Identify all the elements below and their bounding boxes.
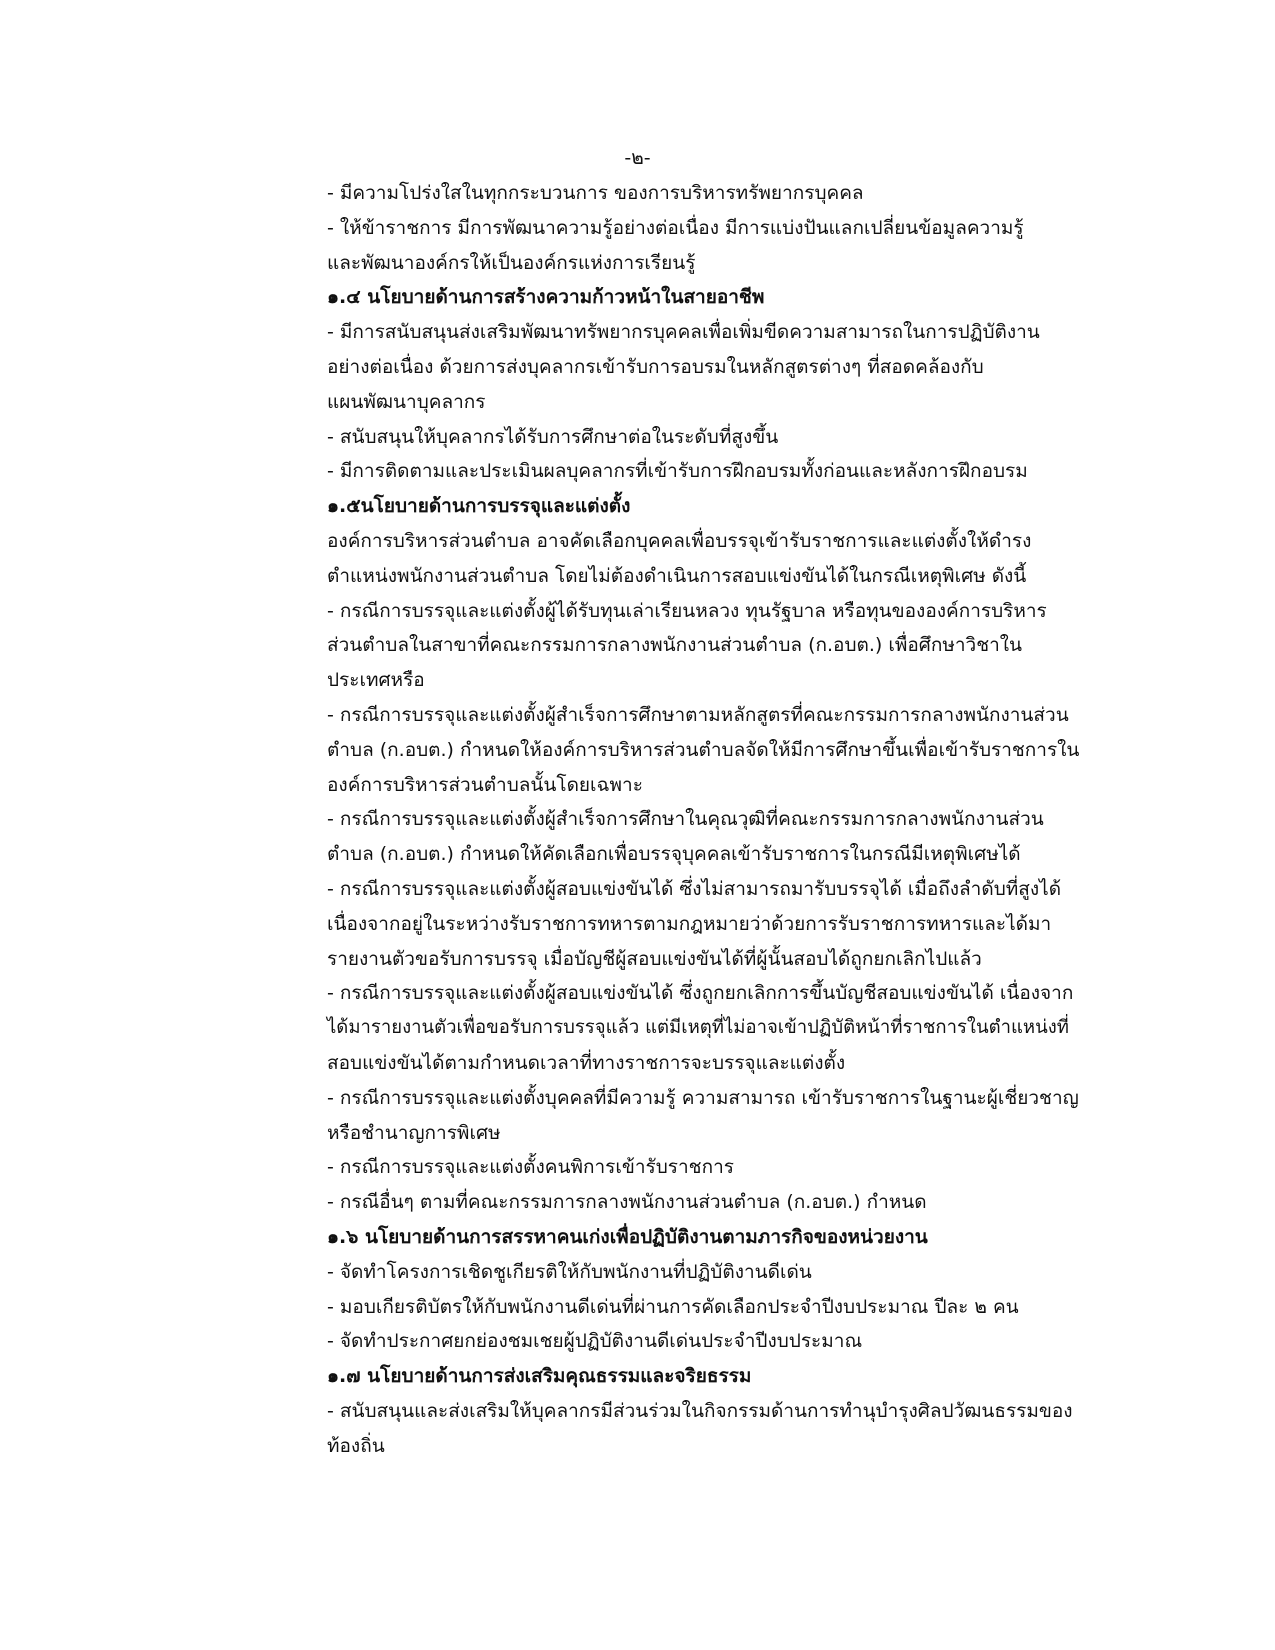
text-line: - กรณีการบรรจุและแต่งตั้งคนพิการเข้ารับราชการ — [327, 1156, 734, 1179]
text-line: - สนับสนุนให้บุคลากรได้รับการศึกษาต่อในระดับที่สูงขึ้น — [327, 425, 779, 448]
text-line: - กรณีการบรรจุและแต่งตั้งผู้สำเร็จการศึกษาตามหลักสูตรที่คณะกรรมการกลางพนักงานส่วน — [327, 703, 1069, 726]
text-line: - จัดทำโครงการเชิดชูเกียรติให้กับพนักงานที่ปฏิบัติงานดีเด่น — [327, 1260, 812, 1283]
text-line: เนื่องจากอยู่ในระหว่างรับราชการทหารตามกฎหมายว่าด้วยการรับราชการทหารและได้มา — [327, 912, 1052, 935]
text-line: - กรณีอื่นๆ ตามที่คณะกรรมการกลางพนักงานส่วนตำบล (ก.อบต.) กำหนด — [327, 1191, 927, 1214]
section-heading: ๑.๔ นโยบายด้านการสร้างความก้าวหน้าในสายอาชีพ — [327, 286, 765, 309]
text-line: - สนับสนุนและส่งเสริมให้บุคลากรมีส่วนร่วมในกิจกรรมด้านการทำนุบำรุงศิลปวัฒนธรรมของ — [327, 1399, 1073, 1422]
text-line: ประเทศหรือ — [327, 669, 425, 692]
text-line: รายงานตัวขอรับการบรรจุ เมื่อบัญชีผู้สอบแข่งขันได้ที่ผู้นั้นสอบได้ถูกยกเลิกไปแล้ว — [327, 947, 982, 970]
text-line: หรือชำนาญการพิเศษ — [327, 1121, 501, 1144]
text-line: - มีความโปร่งใสในทุกกระบวนการ ของการบริหารทรัพยากรบุคคล — [327, 182, 864, 204]
text-line: ท้องถิ่น — [327, 1434, 385, 1457]
text-line: องค์การบริหารส่วนตำบลนั้นโดยเฉพาะ — [327, 773, 643, 796]
text-line: - กรณีการบรรจุและแต่งตั้งบุคคลที่มีความรู้ ความสามารถ เข้ารับราชการในฐานะผู้เชี่ยวชาญ — [327, 1086, 1079, 1109]
text-line: - จัดทำประกาศยกย่องชมเชยผู้ปฏิบัติงานดีเด่นประจำปีงบประมาณ — [327, 1330, 863, 1353]
text-line: ส่วนตำบลในสาขาที่คณะกรรมการกลางพนักงานส่วนตำบล (ก.อบต.) เพื่อศึกษาวิชาใน — [327, 634, 1023, 657]
text-line: สอบแข่งขันได้ตามกำหนดเวลาที่ทางราชการจะบรรจุและแต่งตั้ง — [327, 1051, 846, 1074]
text-line: อย่างต่อเนื่อง ด้วยการส่งบุคลากรเข้ารับการอบรมในหลักสูตรต่างๆ ที่สอดคล้องกับ — [327, 355, 984, 378]
text-line: ตำบล (ก.อบต.) กำหนดให้คัดเลือกเพื่อบรรจุบุคคลเข้ารับราชการในกรณีมีเหตุพิเศษได้ — [327, 843, 1021, 866]
text-line: แผนพัฒนาบุคลากร — [327, 390, 486, 413]
section-heading: ๑.๖ นโยบายด้านการสรรหาคนเก่งเพื่อปฏิบัติงานตามภารกิจของหน่วยงาน — [327, 1225, 928, 1248]
section-heading: ๑.๕นโยบายด้านการบรรจุและแต่งตั้ง — [327, 495, 631, 518]
page-number: -๒- — [624, 147, 651, 169]
text-line: ได้มารายงานตัวเพื่อขอรับการบรรจุแล้ว แต่มีเหตุที่ไม่อาจเข้าปฏิบัติหน้าที่ราชการในตำแหน่งที่ — [327, 1017, 1069, 1039]
text-line: ตำแหน่งพนักงานส่วนตำบล โดยไม่ต้องดำเนินการสอบแข่งขันได้ในกรณีเหตุพิเศษ ดังนี้ — [327, 564, 1027, 587]
text-line: ตำบล (ก.อบต.) กำหนดให้องค์การบริหารส่วนตำบลจัดให้มีการศึกษาขึ้นเพื่อเข้ารับราชการใน — [327, 738, 1080, 761]
text-line: องค์การบริหารส่วนตำบล อาจคัดเลือกบุคคลเพื่อบรรจุเข้ารับราชการและแต่งตั้งให้ดำรง — [327, 529, 1032, 552]
section-heading: ๑.๗ นโยบายด้านการส่งเสริมคุณธรรมและจริยธรรม — [327, 1365, 752, 1388]
text-line: - ให้ข้าราชการ มีการพัฒนาความรู้อย่างต่อเนื่อง มีการแบ่งปันแลกเปลี่ยนข้อมูลความรู้ — [327, 216, 1024, 239]
text-line: - กรณีการบรรจุและแต่งตั้งผู้สำเร็จการศึกษาในคุณวุฒิที่คณะกรรมการกลางพนักงานส่วน — [327, 808, 1044, 831]
text-line: - กรณีการบรรจุและแต่งตั้งผู้สอบแข่งขันได้ ซึ่งไม่สามารถมารับบรรจุได้ เมื่อถึงลำดับที่สูงได้ — [327, 877, 1062, 900]
text-line: - มีการติดตามและประเมินผลบุคลากรที่เข้ารับการฝึกอบรมทั้งก่อนและหลังการฝึกอบรม — [327, 460, 1028, 483]
text-line: - มอบเกียรติบัตรให้กับพนักงานดีเด่นที่ผ่านการคัดเลือกประจำปีงบประมาณ ปีละ ๒ คน — [327, 1295, 1019, 1318]
document-body — [327, 176, 1087, 1463]
text-line: - มีการสนับสนุนส่งเสริมพัฒนาทรัพยากรบุคคลเพื่อเพิ่มขีดความสามารถในการปฏิบัติงาน — [327, 321, 1040, 344]
text-line: - กรณีการบรรจุและแต่งตั้งผู้ได้รับทุนเล่าเรียนหลวง ทุนรัฐบาล หรือทุนขององค์การบริหาร — [327, 599, 1047, 622]
text-line: และพัฒนาองค์กรให้เป็นองค์กรแห่งการเรียนรู้ — [327, 251, 696, 274]
text-line: - กรณีการบรรจุและแต่งตั้งผู้สอบแข่งขันได้ ซึ่งถูกยกเลิกการขึ้นบัญชีสอบแข่งขันได้ เนื่องจาก — [327, 982, 1074, 1005]
